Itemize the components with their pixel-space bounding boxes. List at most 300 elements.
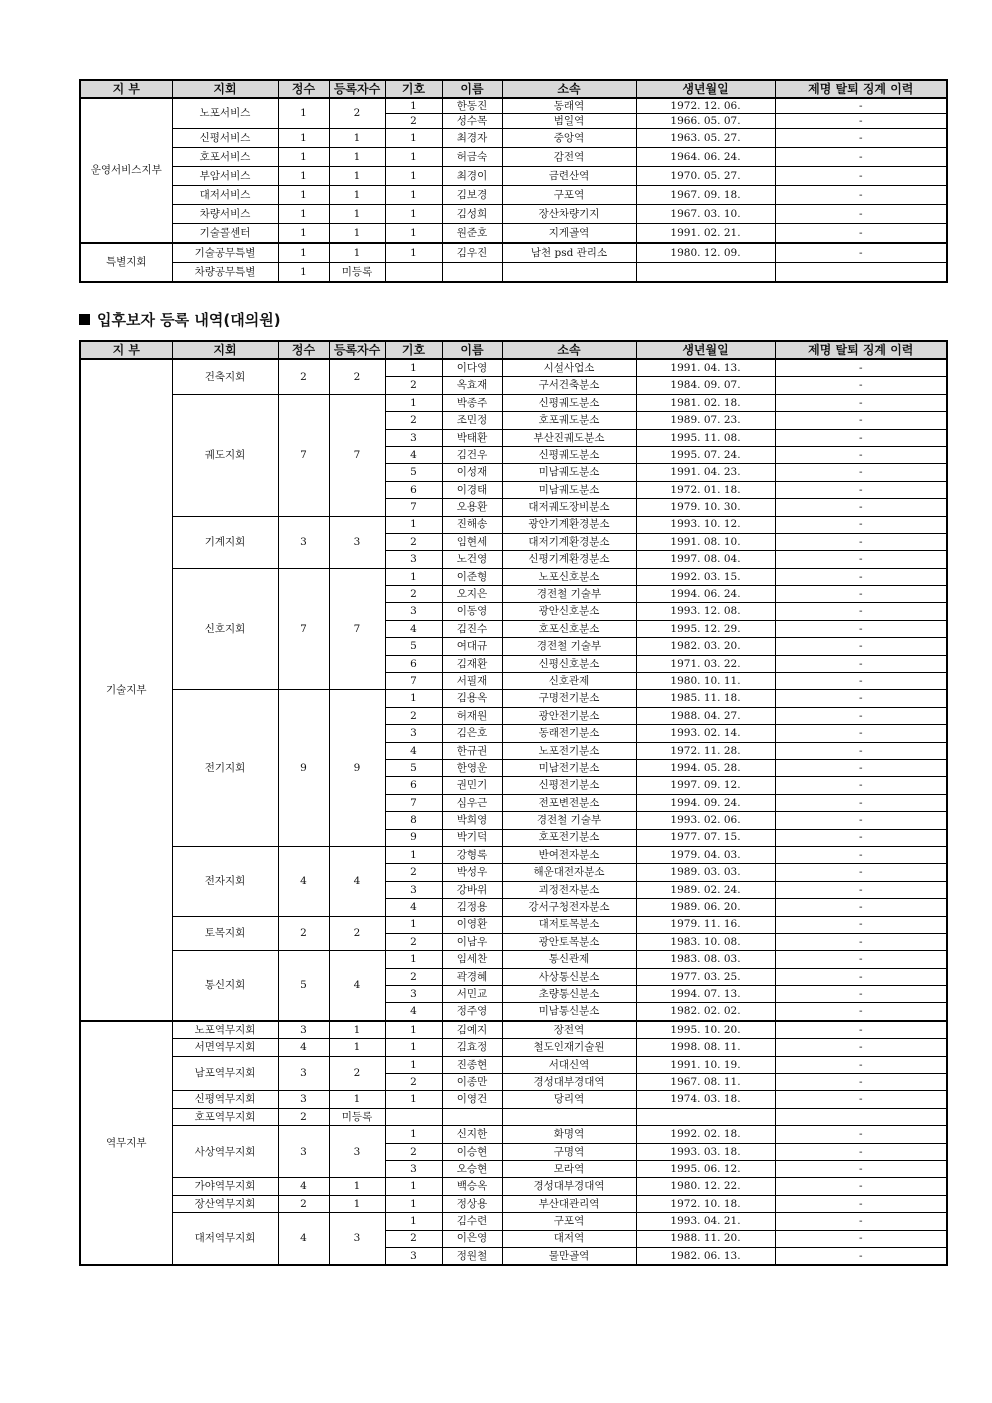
candidate-affiliation-cell: 구포역	[502, 1213, 636, 1230]
table-row	[80, 1039, 947, 1056]
candidate-number-cell: 2	[385, 1143, 442, 1160]
candidate-affiliation-cell: 사상통신분소	[502, 968, 636, 985]
candidate-name-cell: 임현세	[442, 533, 502, 550]
header-registered: 등록자수	[329, 80, 385, 98]
table-row	[80, 846, 947, 863]
candidate-name-cell: 김수련	[442, 1213, 502, 1230]
table-row	[80, 951, 947, 968]
region-cell: 운영서비스지부	[80, 98, 172, 243]
candidate-birth-cell: 1989. 06. 20.	[636, 899, 775, 916]
quota-cell: 4	[278, 1213, 329, 1266]
candidate-affiliation-cell: 호포신호분소	[502, 620, 636, 637]
candidate-discipline-cell: -	[775, 794, 947, 811]
candidate-affiliation-cell: 광안전기분소	[502, 707, 636, 724]
candidate-name-cell: 이은영	[442, 1230, 502, 1247]
table-row	[80, 568, 947, 585]
candidate-name-cell: 원준호	[442, 224, 502, 244]
candidate-birth-cell: 1972. 01. 18.	[636, 481, 775, 498]
branch-cell: 대저역무지회	[172, 1213, 278, 1266]
candidate-discipline-cell: -	[775, 586, 947, 603]
candidate-number-cell: 7	[385, 794, 442, 811]
candidate-name-cell: 정주영	[442, 1003, 502, 1021]
candidate-name-cell: 허금숙	[442, 148, 502, 167]
candidate-birth-cell: 1993. 04. 21.	[636, 1213, 775, 1230]
candidate-number-cell: 2	[385, 968, 442, 985]
header-birthdate: 생년월일	[636, 80, 775, 98]
candidate-birth-cell: 1988. 04. 27.	[636, 707, 775, 724]
candidate-name-cell: 여대규	[442, 638, 502, 655]
candidate-birth-cell: 1967. 09. 18.	[636, 186, 775, 205]
candidate-affiliation-cell: 노포전기분소	[502, 742, 636, 759]
candidate-birth-cell: 1991. 08. 10.	[636, 533, 775, 550]
branch-cell: 차량공무특별	[172, 263, 278, 283]
candidate-discipline-cell: -	[775, 1039, 947, 1056]
candidate-name-cell: 오용환	[442, 499, 502, 516]
candidate-number-cell: 2	[385, 533, 442, 550]
candidate-birth-cell: 1983. 10. 08.	[636, 933, 775, 950]
candidate-affiliation-cell: 남천 psd 관리소	[502, 243, 636, 263]
candidate-discipline-cell: -	[775, 98, 947, 114]
candidate-birth-cell: 1989. 07. 23.	[636, 412, 775, 429]
candidate-affiliation-cell: 괴정전자분소	[502, 881, 636, 898]
candidate-birth-cell: 1977. 03. 25.	[636, 968, 775, 985]
candidate-number-cell: 4	[385, 446, 442, 463]
candidate-discipline-cell: -	[775, 603, 947, 620]
candidate-number-cell: 3	[385, 986, 442, 1003]
candidate-birth-cell: 1983. 08. 03.	[636, 951, 775, 968]
candidate-affiliation-cell: 미남궤도분소	[502, 481, 636, 498]
candidate-discipline-cell: -	[775, 1143, 947, 1160]
candidate-name-cell	[442, 1108, 502, 1125]
candidate-name-cell: 서필재	[442, 673, 502, 690]
branch-cell: 가야역무지회	[172, 1178, 278, 1195]
quota-cell: 3	[278, 1056, 329, 1091]
candidate-number-cell: 1	[385, 359, 442, 377]
candidate-number-cell: 1	[385, 1195, 442, 1212]
table-row	[80, 243, 947, 263]
candidate-number-cell: 4	[385, 899, 442, 916]
table-row	[80, 263, 947, 283]
candidate-discipline-cell: -	[775, 568, 947, 585]
candidate-discipline-cell: -	[775, 167, 947, 186]
candidate-name-cell: 노건영	[442, 551, 502, 568]
quota-cell: 3	[278, 516, 329, 568]
table-row	[80, 148, 947, 167]
candidate-number-cell: 6	[385, 777, 442, 794]
registered-cell: 1	[329, 1021, 385, 1039]
quota-cell: 2	[278, 359, 329, 394]
candidate-number-cell: 5	[385, 464, 442, 481]
candidate-affiliation-cell: 구명역	[502, 1143, 636, 1160]
registered-cell: 3	[329, 516, 385, 568]
candidate-discipline-cell: -	[775, 516, 947, 533]
candidate-number-cell: 7	[385, 673, 442, 690]
candidate-discipline-cell: -	[775, 114, 947, 129]
candidate-number-cell: 1	[385, 98, 442, 114]
candidate-affiliation-cell: 반여전자분소	[502, 846, 636, 863]
candidate-discipline-cell: -	[775, 129, 947, 148]
candidate-discipline-cell: -	[775, 916, 947, 933]
candidate-name-cell: 심우근	[442, 794, 502, 811]
candidate-number-cell: 1	[385, 394, 442, 411]
candidate-name-cell: 김은호	[442, 725, 502, 742]
candidate-discipline-cell: -	[775, 933, 947, 950]
candidate-birth-cell: 1998. 08. 11.	[636, 1039, 775, 1056]
candidate-discipline-cell: -	[775, 186, 947, 205]
candidate-discipline-cell: -	[775, 359, 947, 377]
candidate-number-cell: 1	[385, 1178, 442, 1195]
candidate-affiliation-cell	[502, 1108, 636, 1125]
candidate-discipline-cell: -	[775, 968, 947, 985]
candidate-name-cell: 김용옥	[442, 690, 502, 707]
candidate-name-cell: 이영환	[442, 916, 502, 933]
candidate-name-cell: 오승현	[442, 1160, 502, 1177]
candidate-affiliation-cell: 강서구청전자분소	[502, 899, 636, 916]
candidate-birth-cell: 1972. 12. 06.	[636, 98, 775, 114]
header-number: 기호	[385, 80, 442, 98]
quota-cell: 4	[278, 846, 329, 916]
candidate-affiliation-cell: 초량통신분소	[502, 986, 636, 1003]
candidate-birth-cell: 1967. 03. 10.	[636, 205, 775, 224]
candidate-birth-cell: 1963. 05. 27.	[636, 129, 775, 148]
candidate-name-cell: 옥효재	[442, 377, 502, 394]
region-cell: 특별지회	[80, 243, 172, 282]
candidate-affiliation-cell: 경성대부경대역	[502, 1074, 636, 1091]
candidate-discipline-cell: -	[775, 1195, 947, 1212]
candidate-affiliation-cell: 구명전기분소	[502, 690, 636, 707]
candidate-name-cell: 성수목	[442, 114, 502, 129]
candidate-number-cell: 1	[385, 846, 442, 863]
header-name: 이름	[442, 80, 502, 98]
candidate-name-cell: 이다영	[442, 359, 502, 377]
table-header-row	[80, 80, 947, 98]
registered-cell: 2	[329, 98, 385, 129]
registered-cell: 1	[329, 148, 385, 167]
candidate-birth-cell: 1993. 12. 08.	[636, 603, 775, 620]
candidate-number-cell: 6	[385, 655, 442, 672]
branch-cell: 전자지회	[172, 846, 278, 916]
candidate-discipline-cell: -	[775, 224, 947, 244]
registered-cell: 3	[329, 1126, 385, 1178]
table-row	[80, 1021, 947, 1039]
table-row	[80, 1178, 947, 1195]
branch-cell: 신평역무지회	[172, 1091, 278, 1108]
candidate-discipline-cell: -	[775, 429, 947, 446]
candidate-birth-cell: 1995. 12. 29.	[636, 620, 775, 637]
candidate-discipline-cell: -	[775, 412, 947, 429]
candidate-number-cell: 1	[385, 167, 442, 186]
candidate-discipline-cell: -	[775, 829, 947, 846]
candidate-number-cell: 2	[385, 864, 442, 881]
candidate-birth-cell: 1972. 10. 18.	[636, 1195, 775, 1212]
candidate-discipline-cell: -	[775, 499, 947, 516]
candidate-birth-cell: 1995. 06. 12.	[636, 1160, 775, 1177]
candidate-discipline-cell: -	[775, 1247, 947, 1265]
candidate-name-cell: 권민기	[442, 777, 502, 794]
candidate-discipline-cell: -	[775, 446, 947, 463]
registered-cell: 2	[329, 359, 385, 394]
header-region: 지 부	[80, 341, 172, 359]
candidate-affiliation-cell: 대저역	[502, 1230, 636, 1247]
candidate-name-cell: 정원철	[442, 1247, 502, 1265]
registered-cell: 1	[329, 167, 385, 186]
table-row	[80, 98, 947, 114]
candidate-discipline-cell: -	[775, 899, 947, 916]
candidate-affiliation-cell: 금련산역	[502, 167, 636, 186]
candidate-number-cell: 2	[385, 1230, 442, 1247]
candidate-discipline-cell: -	[775, 533, 947, 550]
candidate-table-delegates	[79, 340, 948, 1266]
table-row	[80, 1213, 947, 1230]
candidate-number-cell: 1	[385, 1056, 442, 1073]
candidate-affiliation-cell: 경전철 기술부	[502, 638, 636, 655]
candidate-affiliation-cell: 동래전기분소	[502, 725, 636, 742]
candidate-number-cell: 2	[385, 412, 442, 429]
table-row	[80, 359, 947, 377]
candidate-number-cell: 1	[385, 148, 442, 167]
candidate-name-cell: 김보경	[442, 186, 502, 205]
candidate-birth-cell: 1979. 10. 30.	[636, 499, 775, 516]
quota-cell: 1	[278, 186, 329, 205]
candidate-name-cell	[442, 263, 502, 283]
candidate-discipline-cell: -	[775, 655, 947, 672]
candidate-affiliation-cell: 구서건축분소	[502, 377, 636, 394]
candidate-affiliation-cell: 부산대관리역	[502, 1195, 636, 1212]
candidate-name-cell: 한영운	[442, 759, 502, 776]
candidate-discipline-cell: -	[775, 205, 947, 224]
registered-cell: 1	[329, 129, 385, 148]
candidate-discipline-cell: -	[775, 1021, 947, 1039]
candidate-discipline-cell: -	[775, 1003, 947, 1021]
registered-cell: 9	[329, 690, 385, 847]
candidate-discipline-cell: -	[775, 742, 947, 759]
table-row	[80, 690, 947, 707]
candidate-birth-cell: 1992. 03. 15.	[636, 568, 775, 585]
header-quota: 정수	[278, 80, 329, 98]
candidate-birth-cell: 1982. 02. 02.	[636, 1003, 775, 1021]
candidate-discipline-cell: -	[775, 759, 947, 776]
square-bullet-icon	[79, 314, 90, 325]
candidate-name-cell: 박종주	[442, 394, 502, 411]
candidate-discipline-cell: -	[775, 707, 947, 724]
section-title	[79, 309, 281, 330]
candidate-name-cell: 임세찬	[442, 951, 502, 968]
candidate-discipline-cell: -	[775, 690, 947, 707]
branch-cell: 건축지회	[172, 359, 278, 394]
candidate-number-cell: 6	[385, 481, 442, 498]
registered-cell: 4	[329, 846, 385, 916]
candidate-birth-cell: 1993. 03. 18.	[636, 1143, 775, 1160]
table-header-row	[80, 341, 947, 359]
candidate-discipline-cell: -	[775, 951, 947, 968]
quota-cell: 2	[278, 1195, 329, 1212]
candidate-affiliation-cell: 대저궤도장비분소	[502, 499, 636, 516]
candidate-name-cell: 김우진	[442, 243, 502, 263]
candidate-affiliation-cell: 물만골역	[502, 1247, 636, 1265]
candidate-affiliation-cell: 철도인재기술원	[502, 1039, 636, 1056]
branch-cell: 대저서비스	[172, 186, 278, 205]
candidate-number-cell: 2	[385, 933, 442, 950]
candidate-number-cell: 2	[385, 377, 442, 394]
table-row	[80, 1108, 947, 1125]
candidate-number-cell: 1	[385, 1213, 442, 1230]
candidate-affiliation-cell: 해운대전자분소	[502, 864, 636, 881]
candidate-birth-cell: 1982. 03. 20.	[636, 638, 775, 655]
candidate-name-cell: 김성희	[442, 205, 502, 224]
candidate-affiliation-cell: 동래역	[502, 98, 636, 114]
candidate-birth-cell: 1991. 04. 23.	[636, 464, 775, 481]
candidate-discipline-cell: -	[775, 620, 947, 637]
table-body	[80, 359, 947, 1265]
candidate-discipline-cell: -	[775, 1056, 947, 1073]
candidate-discipline-cell: -	[775, 725, 947, 742]
branch-cell: 노포서비스	[172, 98, 278, 129]
table-row	[80, 516, 947, 533]
registered-cell: 미등록	[329, 1108, 385, 1125]
quota-cell: 2	[278, 916, 329, 951]
header-branch: 지회	[172, 341, 278, 359]
candidate-name-cell: 백승옥	[442, 1178, 502, 1195]
table-row	[80, 394, 947, 411]
quota-cell: 1	[278, 243, 329, 263]
quota-cell: 7	[278, 568, 329, 690]
candidate-name-cell: 이영건	[442, 1091, 502, 1108]
candidate-number-cell: 1	[385, 516, 442, 533]
branch-cell: 차량서비스	[172, 205, 278, 224]
quota-cell: 7	[278, 394, 329, 516]
candidate-name-cell: 이승현	[442, 1143, 502, 1160]
candidate-number-cell: 1	[385, 186, 442, 205]
candidate-discipline-cell: -	[775, 777, 947, 794]
candidate-affiliation-cell: 중앙역	[502, 129, 636, 148]
candidate-number-cell	[385, 263, 442, 283]
candidate-affiliation-cell: 광안신호분소	[502, 603, 636, 620]
candidate-affiliation-cell: 미남통신분소	[502, 1003, 636, 1021]
candidate-name-cell: 조민정	[442, 412, 502, 429]
candidate-affiliation-cell: 경전철 기술부	[502, 812, 636, 829]
candidate-birth-cell: 1977. 07. 15.	[636, 829, 775, 846]
candidate-affiliation-cell: 신평궤도분소	[502, 394, 636, 411]
candidate-affiliation-cell: 노포신호분소	[502, 568, 636, 585]
header-affiliation: 소속	[502, 341, 636, 359]
candidate-discipline-cell: -	[775, 812, 947, 829]
candidate-discipline-cell: -	[775, 638, 947, 655]
branch-cell: 호포역무지회	[172, 1108, 278, 1125]
candidate-discipline-cell: -	[775, 1213, 947, 1230]
registered-cell: 1	[329, 1178, 385, 1195]
candidate-affiliation-cell: 신평궤도분소	[502, 446, 636, 463]
candidate-affiliation-cell: 감전역	[502, 148, 636, 167]
header-number: 기호	[385, 341, 442, 359]
branch-cell: 서면역무지회	[172, 1039, 278, 1056]
candidate-affiliation-cell: 지게골역	[502, 224, 636, 244]
registered-cell: 1	[329, 186, 385, 205]
candidate-discipline-cell: -	[775, 673, 947, 690]
table-row	[80, 186, 947, 205]
candidate-birth-cell: 1991. 04. 13.	[636, 359, 775, 377]
table-row	[80, 1195, 947, 1212]
quota-cell: 2	[278, 1108, 329, 1125]
candidate-birth-cell: 1997. 09. 12.	[636, 777, 775, 794]
candidate-number-cell: 1	[385, 243, 442, 263]
branch-cell: 부암서비스	[172, 167, 278, 186]
candidate-name-cell: 김정용	[442, 899, 502, 916]
candidate-birth-cell: 1980. 12. 09.	[636, 243, 775, 263]
candidate-discipline-cell: -	[775, 986, 947, 1003]
header-quota: 정수	[278, 341, 329, 359]
candidate-discipline-cell	[775, 1108, 947, 1125]
candidate-name-cell: 신지한	[442, 1126, 502, 1143]
candidate-number-cell: 5	[385, 759, 442, 776]
table-row	[80, 1091, 947, 1108]
candidate-birth-cell: 1997. 08. 04.	[636, 551, 775, 568]
candidate-number-cell: 1	[385, 205, 442, 224]
candidate-number-cell: 1	[385, 568, 442, 585]
candidate-discipline-cell: -	[775, 1178, 947, 1195]
candidate-name-cell: 김예지	[442, 1021, 502, 1039]
candidate-number-cell: 5	[385, 638, 442, 655]
candidate-discipline-cell: -	[775, 394, 947, 411]
quota-cell: 1	[278, 263, 329, 283]
candidate-birth-cell: 1980. 12. 22.	[636, 1178, 775, 1195]
section-title-text: 입후보자 등록 내역(대의원)	[97, 311, 281, 329]
candidate-name-cell: 진해송	[442, 516, 502, 533]
header-affiliation: 소속	[502, 80, 636, 98]
candidate-number-cell: 4	[385, 1003, 442, 1021]
registered-cell: 1	[329, 1039, 385, 1056]
candidate-name-cell: 박성우	[442, 864, 502, 881]
branch-cell: 기술공무특별	[172, 243, 278, 263]
candidate-affiliation-cell: 호포전기분소	[502, 829, 636, 846]
registered-cell: 7	[329, 394, 385, 516]
candidate-birth-cell: 1989. 02. 24.	[636, 881, 775, 898]
candidate-birth-cell: 1993. 02. 06.	[636, 812, 775, 829]
table-row	[80, 1126, 947, 1143]
candidate-birth-cell	[636, 1108, 775, 1125]
table-row	[80, 205, 947, 224]
branch-cell: 기계지회	[172, 516, 278, 568]
quota-cell: 3	[278, 1126, 329, 1178]
registered-cell: 1	[329, 1195, 385, 1212]
candidate-affiliation-cell: 통신관제	[502, 951, 636, 968]
registered-cell: 1	[329, 243, 385, 263]
registered-cell: 1	[329, 1091, 385, 1108]
candidate-name-cell: 이경태	[442, 481, 502, 498]
candidate-affiliation-cell: 범일역	[502, 114, 636, 129]
table-body	[80, 98, 947, 282]
header-name: 이름	[442, 341, 502, 359]
candidate-name-cell: 강바위	[442, 881, 502, 898]
candidate-number-cell: 3	[385, 603, 442, 620]
candidate-affiliation-cell: 대저토목분소	[502, 916, 636, 933]
candidate-birth-cell: 1970. 05. 27.	[636, 167, 775, 186]
candidate-discipline-cell: -	[775, 377, 947, 394]
candidate-number-cell: 4	[385, 620, 442, 637]
candidate-name-cell: 이종만	[442, 1074, 502, 1091]
candidate-discipline-cell: -	[775, 1160, 947, 1177]
candidate-affiliation-cell: 구포역	[502, 186, 636, 205]
candidate-number-cell: 2	[385, 586, 442, 603]
candidate-birth-cell: 1972. 11. 28.	[636, 742, 775, 759]
candidate-affiliation-cell: 광안토목분소	[502, 933, 636, 950]
header-discipline: 제명 탈퇴 징계 이력	[775, 341, 947, 359]
table-row	[80, 129, 947, 148]
candidate-birth-cell: 1994. 09. 24.	[636, 794, 775, 811]
candidate-name-cell: 박희영	[442, 812, 502, 829]
candidate-number-cell: 1	[385, 224, 442, 244]
candidate-name-cell: 한규권	[442, 742, 502, 759]
quota-cell: 1	[278, 148, 329, 167]
